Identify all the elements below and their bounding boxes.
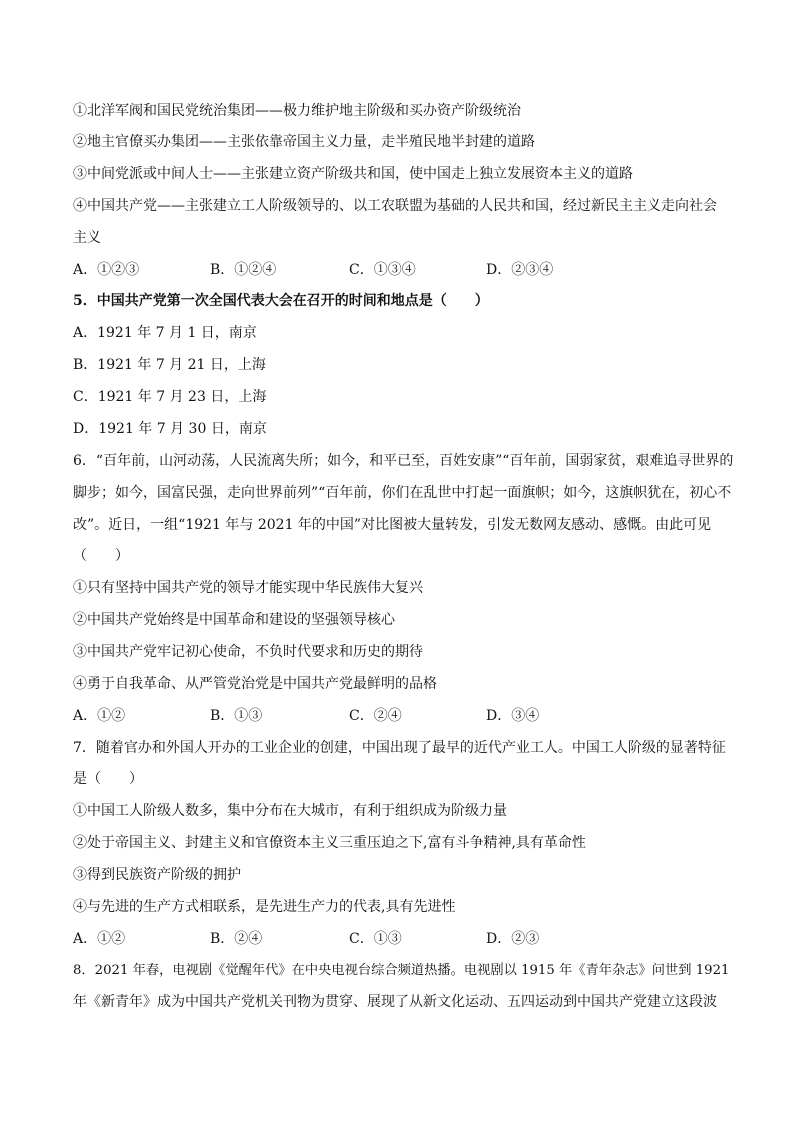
q6-option-b[interactable]: B．①③: [210, 708, 263, 724]
q7-item-4: ④与先进的生产方式相联系，是先进生产力的代表,具有先进性: [73, 899, 456, 915]
q8-stem-line-2: 年《新青年》成为中国共产党机关刊物为贯穿、展现了从新文化运动、五四运动到中国共产党建立这段波: [73, 994, 717, 1010]
q5-option-a[interactable]: A．1921 年 7 月 1 日，南京: [73, 325, 257, 341]
q7-option-b[interactable]: B．②④: [210, 931, 263, 947]
q7-item-2: ②处于帝国主义、封建主义和官僚资本主义三重压迫之下,富有斗争精神,具有革命性: [73, 835, 586, 851]
q4-item-2: ②地主官僚买办集团——主张依靠帝国主义力量，走半殖民地半封建的道路: [73, 134, 535, 150]
q4-item-3: ③中间党派或中间人士——主张建立资产阶级共和国，使中国走上独立发展资本主义的道路: [73, 166, 633, 182]
q6-stem-line-3: 改”。近日，一组“1921 年与 2021 年的中国”对比图被大量转发，引发无数网友感动、感慨。由此可见: [73, 517, 712, 533]
q6-options: [73, 706, 733, 726]
q5-stem: 5．中国共产党第一次全国代表大会在召开的时间和地点是（ ）: [73, 293, 489, 309]
q4-option-d[interactable]: D．②③④: [486, 262, 554, 278]
q6-item-1: ①只有坚持中国共产党的领导才能实现中华民族伟大复兴: [73, 580, 423, 596]
q6-option-c[interactable]: C．②④: [349, 708, 402, 724]
q7-item-3: ③得到民族资产阶级的拥护: [73, 867, 241, 883]
q8-stem-line-1: 8．2021 年春，电视剧《觉醒年代》在中央电视台综合频道热播。电视剧以 1915 年《青年杂志》问世到 1921: [73, 963, 730, 978]
q7-option-a[interactable]: A．①②: [73, 931, 126, 947]
q4-option-a[interactable]: A．①②③: [73, 262, 140, 278]
q7-stem-line-1: 7．随着官办和外国人开办的工业企业的创建，中国出现了最早的近代产业工人。中国工人阶级的显著特征: [73, 740, 726, 756]
q7-item-1: ①中国工人阶级人数多，集中分布在大城市，有利于组织成为阶级力量: [73, 803, 507, 819]
q5-option-b[interactable]: B．1921 年 7 月 21 日，上海: [73, 357, 266, 373]
q4-option-b[interactable]: B．①②④: [210, 262, 277, 278]
q7-options: [73, 929, 733, 949]
q5-option-c[interactable]: C．1921 年 7 月 23 日，上海: [73, 389, 267, 405]
q6-item-2: ②中国共产党始终是中国革命和建设的坚强领导核心: [73, 612, 395, 628]
q6-stem-line-2: 脚步；如今，国富民强，走向世界前列”“百年前，你们在乱世中打起一面旗帜；如今，这旗帜犹在，初心不: [73, 485, 732, 501]
q4-option-c[interactable]: C．①③④: [349, 262, 416, 278]
q7-option-d[interactable]: D．②③: [486, 931, 540, 947]
q6-stem-line-4: （ ）: [73, 548, 129, 564]
q4-options: [73, 260, 733, 280]
q4-item-1: ①北洋军阀和国民党统治集团——极力维护地主阶级和买办资产阶级统治: [73, 103, 521, 119]
q4-item-4: ④中国共产党——主张建立工人阶级领导的、以工农联盟为基础的人民共和国，经过新民主主义走向社会: [73, 198, 717, 214]
q4-item-4-cont: 主义: [73, 230, 101, 246]
q7-option-c[interactable]: C．①③: [349, 931, 402, 947]
q6-item-4: ④勇于自我革命、从严管党治党是中国共产党最鲜明的品格: [73, 676, 437, 692]
q6-stem-line-1: 6．“百年前，山河动荡，人民流离失所；如今，和平已至，百姓安康”“百年前，国弱家贫，艰难追寻世界的: [73, 453, 734, 469]
q6-option-d[interactable]: D．③④: [486, 708, 540, 724]
q6-item-3: ③中国共产党牢记初心使命，不负时代要求和历史的期待: [73, 644, 423, 660]
q5-option-d[interactable]: D．1921 年 7 月 30 日，南京: [73, 421, 267, 437]
q6-option-a[interactable]: A．①②: [73, 708, 126, 724]
q7-stem-line-2: 是（ ）: [73, 771, 143, 787]
